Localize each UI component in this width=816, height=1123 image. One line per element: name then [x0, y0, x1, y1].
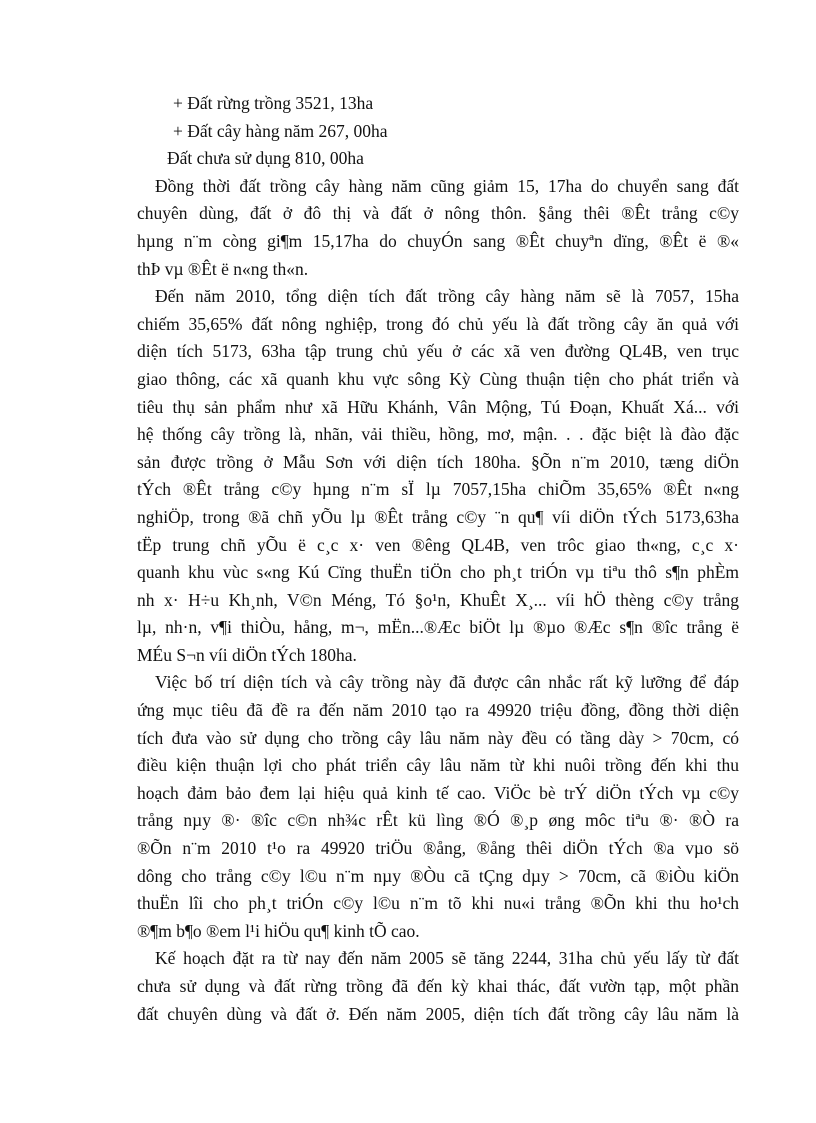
- paragraph-line: Việc bố trí diện tích và cây trồng này đã được cân nhắc rất kỹ lưỡng để đáp: [155, 672, 739, 693]
- unused-land-line: Đất chưa sử dụng 810, 00ha: [167, 148, 364, 169]
- document-body: [137, 90, 739, 1028]
- paragraph-line: thuËn lîi cho ph¸t triÓn c©y l©u n¨m tõ khi nu«i trång ®Õn khi thu ho¹ch: [137, 893, 739, 914]
- paragraph-line: chuyên dùng, đất ở đô thị và đất ở nông thôn. §ång thêi ®Êt trång c©y: [137, 203, 739, 224]
- paragraph-perennial-layout: [137, 669, 739, 945]
- paragraph-line: điều kiện thuận lợi cho phát triển cây lâu năm từ khi nuôi trồng đến khi thu: [137, 755, 739, 776]
- paragraph-line: ứng mục tiêu đã đề ra đến năm 2010 tạo ra 49920 triệu đồng, đồng thời diện: [137, 700, 739, 721]
- paragraph-line: đất chuyên dùng và đất ở. Đến năm 2005, diện tích đất trồng cây lâu năm là: [137, 1003, 739, 1024]
- paragraph-line: ®Õn n¨m 2010 t¹o ra 49920 triÖu ®ång, ®ång thêi diÖn tÝch ®a vµo sö: [137, 838, 739, 859]
- paragraph-2005-plan: [137, 945, 739, 1028]
- paragraph-line: quanh khu vùc s«ng Kú Cïng thuËn tiÖn cho ph¸t triÓn vµ tiªu thô s¶n phÈm: [137, 562, 739, 583]
- paragraph-line: ®¶m b¶o ®em l¹i hiÖu qu¶ kinh tÕ cao.: [137, 920, 420, 941]
- paragraph-line: chiếm 35,65% đất nông nghiệp, trong đó chủ yếu là đất trồng cây ăn quả với: [137, 313, 739, 334]
- paragraph-2010-plan: [137, 283, 739, 669]
- paragraph-line: tÝch ®Êt trång c©y hµng n¨m sÏ lµ 7057,15ha chiÕm 35,65% ®Êt n«ng: [137, 479, 739, 500]
- paragraph-line: trång nµy ®· ®îc c©n nh¾c rÊt kü lìng ®Ó ®¸p øng môc tiªu ®· ®Ò ra: [137, 810, 739, 831]
- paragraph-annual-crop-decrease: [137, 173, 739, 283]
- paragraph-line: tích đưa vào sử dụng cho trồng cây lâu năm này đều có tầng dày > 70cm, có: [137, 727, 739, 748]
- paragraph-line: MÉu S¬n víi diÖn tÝch 180ha.: [137, 644, 357, 665]
- paragraph-line: sản được trồng ở Mẫu Sơn với diện tích 180ha. §Õn n¨m 2010, tæng diÖn: [137, 451, 739, 472]
- paragraph-line: tiêu thụ sản phẩm như xã Hữu Khánh, Vân Mộng, Tú Đoạn, Khuất Xá... với: [137, 396, 739, 417]
- paragraph-line: nh x· H÷u Kh¸nh, V©n Méng, Tó §o¹n, KhuÊt X¸... víi hÖ thèng c©y trång: [137, 589, 739, 610]
- paragraph-line: nghiÖp, trong ®ã chñ yÕu lµ ®Êt trång c©y ¨n qu¶ víi diÖn tÝch 5173,63ha: [137, 506, 739, 527]
- paragraph-line: hoạch đảm bảo đem lại hiệu quả kinh tế cao. ViÖc bè trÝ diÖn tÝch vµ c©y: [137, 782, 739, 803]
- paragraph-line: lµ, nh·n, v¶i thiÒu, hång, m¬, mËn...®Æc biÖt lµ ®µo ®Æc s¶n ®îc trång ë: [137, 617, 739, 638]
- paragraph-line: Kế hoạch đặt ra từ nay đến năm 2005 sẽ tăng 2244, 31ha chủ yếu lấy từ đất: [155, 948, 739, 969]
- bullet-annual-crop-land: + Đất cây hàng năm 267, 00ha: [173, 120, 388, 141]
- paragraph-line: dông cho trång c©y l©u n¨m nµy ®Òu cã tÇng dµy > 70cm, cã ®iÒu kiÖn: [137, 865, 739, 886]
- paragraph-line: diện tích 5173, 63ha tập trung chủ yếu ở các xã ven đường QL4B, ven trục: [137, 341, 739, 362]
- paragraph-line: giao thông, các xã quanh khu vực sông Kỳ Cùng thuận tiện cho phát triển và: [137, 368, 739, 389]
- paragraph-line: tËp trung chñ yÕu ë c¸c x· ven ®êng QL4B, ven trôc giao th«ng, c¸c x·: [137, 534, 739, 555]
- bullet-forest-land: + Đất rừng trồng 3521, 13ha: [173, 93, 374, 113]
- paragraph-line: hệ thống cây trồng là, nhãn, vải thiều, hồng, mơ, mận. . . đặc biệt là đào đặc: [137, 424, 739, 445]
- paragraph-line: hµng n¨m còng gi¶m 15,17ha do chuyÓn sang ®Êt chuyªn dïng, ®Êt ë ®«: [137, 230, 739, 251]
- paragraph-line: chưa sử dụng và đất rừng trồng đã đến kỳ khai thác, đất vườn tạp, một phần: [137, 976, 739, 996]
- paragraph-line: Đồng thời đất trồng cây hàng năm cũng giảm 15, 17ha do chuyển sang đất: [155, 175, 739, 196]
- paragraph-line: Đến năm 2010, tổng diện tích đất trồng cây hàng năm sẽ là 7057, 15ha: [155, 286, 739, 307]
- paragraph-line: thÞ vµ ®Êt ë n«ng th«n.: [137, 258, 309, 279]
